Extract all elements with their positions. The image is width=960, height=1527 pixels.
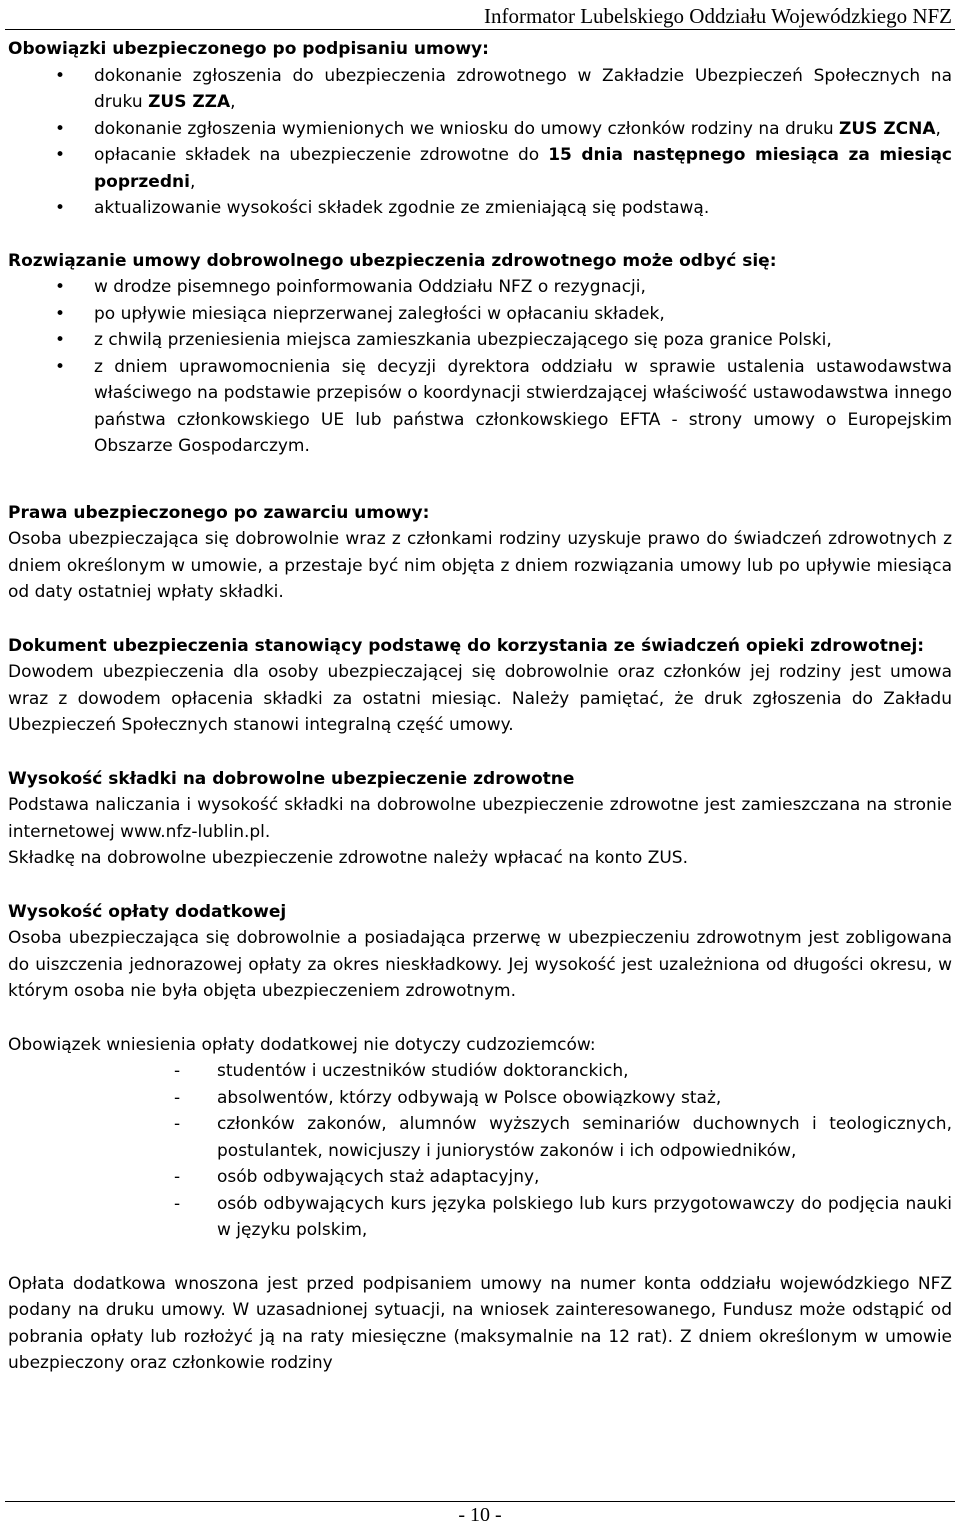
- bullet-list: [8, 63, 952, 222]
- paragraph: Dowodem ubezpieczenia dla osoby ubezpieczającej się dobrowolnie oraz członków jej rodziny jest umowa wraz z dowodem opłacenia składki za ostatni miesiąc. Należy pamiętać, że druk zgłoszenia do Zakładu Ubezpieczeń Społecznych stanowi integralną część umowy.: [8, 662, 952, 735]
- dash-icon: -: [174, 1061, 181, 1081]
- section-oplata-tekst: [8, 1271, 952, 1377]
- section-rozwiazanie: [8, 248, 952, 460]
- header-divider: [5, 29, 955, 30]
- list-item: • po upływie miesiąca nieprzerwanej zaległości w opłacaniu składek,: [8, 301, 952, 328]
- paragraph: Osoba ubezpieczająca się dobrowolnie a posiadająca przerwę w ubezpieczeniu zdrowotnym jest zobligowana do uiszczenia jednorazowej opłaty za okres nieskładkowy. Jej wysokość jest uzależniona od długości okresu, w którym osoba nie była objęta ubezpieczeniem zdrowotnym.: [8, 928, 952, 1001]
- section-heading: Obowiązki ubezpieczonego po podpisaniu umowy:: [8, 39, 489, 59]
- bullet-icon: •: [55, 303, 66, 324]
- list-item: • opłacanie składek na ubezpieczenie zdrowotne do 15 dnia następnego miesiąca za miesiąc poprzedni,: [8, 142, 952, 195]
- list-item: • dokonanie zgłoszenia wymienionych we wniosku do umowy członków rodziny na druku ZUS ZCNA,: [8, 116, 952, 143]
- dash-list: [8, 1058, 952, 1244]
- page-header: Informator Lubelskiego Oddziału Wojewódzkiego NFZ: [484, 4, 952, 28]
- bullet-icon: •: [55, 356, 66, 377]
- section-heading: Rozwiązanie umowy dobrowolnego ubezpieczenia zdrowotnego może odbyć się:: [8, 250, 777, 271]
- bullet-icon: •: [55, 330, 66, 350]
- footer-divider: [5, 1501, 955, 1502]
- dash-icon: -: [174, 1087, 181, 1108]
- list-item: • w drodze pisemnego poinformowania Oddziału NFZ o rezygnacji,: [8, 274, 952, 301]
- section-wysokosc-skladki: [8, 766, 952, 872]
- list-item: • aktualizowanie wysokości składek zgodnie ze zmieniającą się podstawą.: [8, 195, 952, 222]
- dash-icon: -: [174, 1114, 181, 1134]
- paragraph: Składkę na dobrowolne ubezpieczenie zdrowotne należy wpłacać na konto ZUS.: [8, 848, 688, 868]
- document-body: [8, 36, 952, 1377]
- dash-icon: -: [174, 1193, 181, 1214]
- section-heading: Dokument ubezpieczenia stanowiący podstawę do korzystania ze świadczeń opieki zdrowotnej:: [8, 635, 925, 656]
- page-number: - 10 -: [458, 1504, 502, 1526]
- section-prawa: [8, 500, 952, 606]
- paragraph: Obowiązek wniesienia opłaty dodatkowej nie dotyczy cudzoziemców:: [8, 1034, 596, 1055]
- list-item: • dokonanie zgłoszenia do ubezpieczenia zdrowotnego w Zakładzie Ubezpieczeń Społecznych na druku ZUS ZZA,: [8, 63, 952, 116]
- list-item: • z dniem uprawomocnienia się decyzji dyrektora oddziału w sprawie ustalenia ustawodawstwa właściwego na podstawie przepisów o koordynacji stwierdzającej właściwość ustawodawstwa innego państwa członkowskiego UE lub państwa członkowskiego EFTA - strony umowy o Europejskim Obszarze Gospodarczym.: [8, 354, 952, 460]
- section-dokument: [8, 633, 952, 739]
- list-item: - absolwentów, którzy odbywają w Polsce obowiązkowy staż,: [8, 1085, 952, 1112]
- list-item: - osób odbywających kurs języka polskiego lub kurs przygotowawczy do podjęcia nauki w języku polskim,: [8, 1191, 952, 1244]
- section-cudzoziemcy: [8, 1032, 952, 1244]
- section-heading: Wysokość opłaty dodatkowej: [8, 901, 287, 922]
- bullet-list: [8, 274, 952, 460]
- bullet-icon: •: [55, 145, 66, 165]
- paragraph: Osoba ubezpieczająca się dobrowolnie wraz z członkami rodziny uzyskuje prawo do świadczeń zdrowotnych z dniem określonym w umowie, a przestaje być nim objęta z dniem rozwiązania umowy lub po upływie miesiąca od daty ostatniej wpłaty składki.: [8, 529, 952, 602]
- section-obowiazki: [8, 36, 952, 222]
- bullet-icon: •: [55, 277, 66, 297]
- paragraph: Opłata dodatkowa wnoszona jest przed podpisaniem umowy na numer konta oddziału wojewódzkiego NFZ podany na druku umowy. W uzasadnionej sytuacji, na wniosek zainteresowanego, Fundusz może odstąpić od pobrania opłaty lub rozłożyć ją na raty miesięczne (maksymalnie na 12 rat). Z dniem określonym w umowie ubezpieczony oraz członkowie rodziny: [8, 1273, 952, 1373]
- section-heading: Prawa ubezpieczonego po zawarciu umowy:: [8, 502, 430, 523]
- section-oplata-dodatkowa: [8, 899, 952, 1005]
- list-item: - osób odbywających staż adaptacyjny,: [8, 1164, 952, 1191]
- section-heading: Wysokość składki na dobrowolne ubezpieczenie zdrowotne: [8, 768, 575, 789]
- paragraph: Podstawa naliczania i wysokość składki na dobrowolne ubezpieczenie zdrowotne jest zamieszczana na stronie internetowej www.nfz-lublin.pl.: [8, 795, 952, 842]
- dash-icon: -: [174, 1167, 181, 1187]
- bullet-icon: •: [55, 65, 66, 86]
- list-item: - członków zakonów, alumnów wyższych seminariów duchownych i teologicznych, postulantek, nowicjuszy i juniorystów zakonów i ich odpowiedników,: [8, 1111, 952, 1164]
- bullet-icon: •: [55, 118, 66, 139]
- bullet-icon: •: [55, 198, 66, 218]
- list-item: • z chwilą przeniesienia miejsca zamieszkania ubezpieczającego się poza granice Polski,: [8, 327, 952, 354]
- list-item: - studentów i uczestników studiów doktoranckich,: [8, 1058, 952, 1085]
